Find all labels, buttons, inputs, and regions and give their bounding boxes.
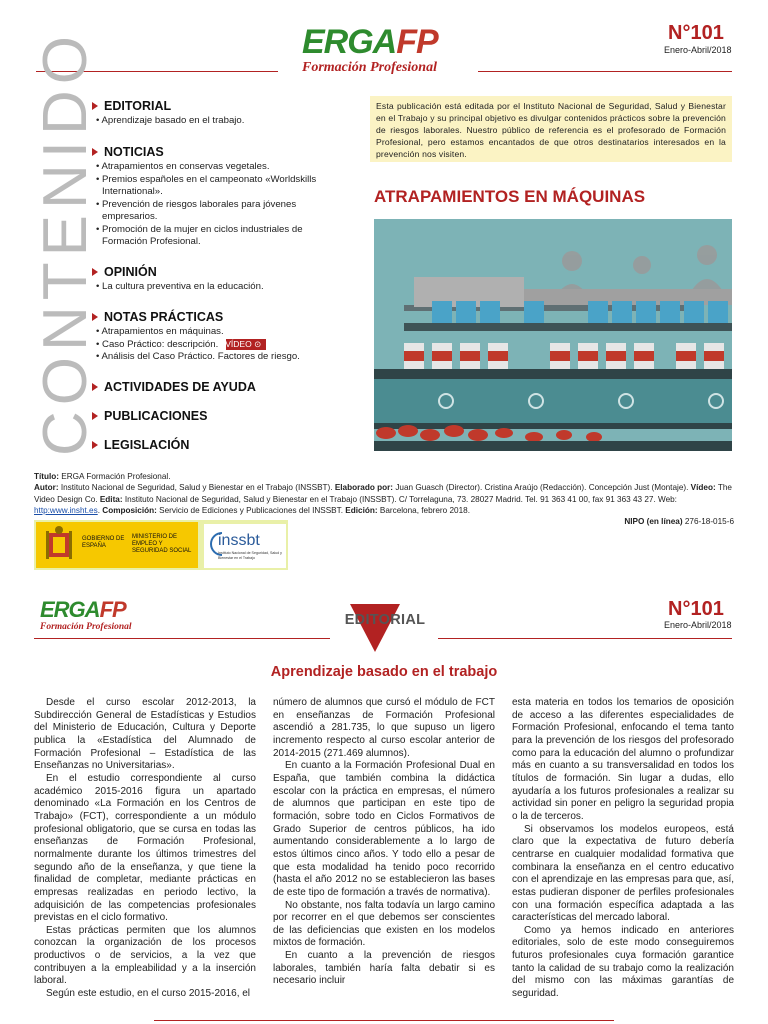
conveyor-top (404, 323, 732, 331)
header-rule-right (478, 71, 732, 72)
paragraph: Si observamos los modelos europeos, está claro que la expectativa de futuro debería centrarse en cualquier modalidad formativa que combinara la enseñanza en el centro educativo con el aprendizaje en las empresas para que, así, estas pudieran disponer de perfiles profesionales con una formación específica adaptada a las características del mercado laboral. (512, 823, 734, 924)
section-title: NOTAS PRÁCTICAS (104, 310, 224, 324)
page2-issue-number: N°101 (668, 598, 724, 620)
section-label-editorial: EDITORIAL (344, 612, 426, 628)
section-notas-practicas[interactable] (92, 310, 342, 364)
editorial-column-1 (34, 697, 256, 1001)
section-title: NOTICIAS (104, 145, 164, 159)
ministerio-text: MINISTERIO DE EMPLEO Y SEGURIDAD SOCIAL (132, 534, 192, 554)
intro-box: Esta publicación está editada por el Instituto Nacional de Seguridad, Salud y Bienestar en el Trabajo y su principal objetivo es divulgar contenidos prácticos sobre la prevención de riesgos laborales. Nuestro público de referencia es el profesorado de Formación Profesional, pero estamos encantados de que otros destinatarios interesados en la prevención nos visiten. (370, 96, 732, 162)
list-item: • Caso Práctico: descripción. VÍDEO ⊙ (92, 339, 342, 352)
paragraph: esta materia en todos los temarios de oposición de acceso a las diferentes especialidades de Formación Profesional, enfocando el tema tanto para la prevención de los riesgos del profesorado como para la educación del alumno o profundizar más en cuanto a su transversalidad en todos los títulos de formación. Sin lugar a dudas, ello ayudaría a los futuros profesionales a realizar su actividad sin poner en peligro la seguridad propia o la de terceros. (512, 697, 734, 822)
list-item: • Aprendizaje basado en el trabajo. (96, 115, 245, 126)
issue-number: N°101 (668, 22, 724, 44)
inssbt-subtext: Instituto Nacional de Seguridad, Salud y Bienestar en el Trabajo (218, 551, 282, 560)
section-publicaciones[interactable] (92, 409, 207, 423)
triangle-bullet-icon (92, 102, 98, 110)
credits-block: Título: ERGA Formación Profesional. Autor: Instituto Nacional de Seguridad, Salud y Bienestar en el Trabajo (INSSBT). Elaborado por: Juan Guasch (Director). Cristina Araújo (Redacción). Concepción Just (Montaje). Vídeo: The Video Design Co. Edita: Instituto Nacional de Seguridad, Salud y Bienestar en el Trabajo (INSSBT). C/ Torrelaguna, 73. 28027 Madrid. Tel. 91 363 41 00, fax 91 363 43 27. Web: http:www.insht.es. Composición: Servicio de Ediciones y Publicaciones del INSSBT. Edición: Barcelona, febrero 2018. NIPO (en línea) 276-18-015-6 (34, 472, 734, 527)
section-actividades[interactable] (92, 380, 256, 394)
issue-date: Enero-Abril/2018 (664, 45, 732, 55)
paragraph: En cuanto a la prevención de riesgos laborales, también haría falta debatir si es necesario incluir (273, 950, 495, 987)
page2-logo: ERGAFP Formación Profesional (40, 597, 132, 632)
list-item: • La cultura preventiva en la educación. (96, 281, 264, 292)
list-item: • Premios españoles en el campeonato «Worldskills International». (96, 173, 317, 197)
inssbt-text: inssbt (218, 532, 260, 549)
editorial-column-3 (512, 697, 734, 1001)
logo-fp-text: FP (396, 23, 438, 61)
page2-rule-left (34, 638, 330, 639)
section-title: EDITORIAL (104, 99, 172, 113)
video-link-button[interactable]: VÍDEO ⊙ (226, 339, 266, 350)
feature-title[interactable]: ATRAPAMIENTOS EN MÁQUINAS (374, 187, 646, 206)
paragraph: número de alumnos que cursó el módulo de FCT en enseñanzas de Formación Profesional ascendió a 281.735, lo que supuso un ligero incremento respecto al curso escolar anterior de 2014-2015 (271.469 alumnos). (273, 697, 495, 759)
contenido-vertical-title: CONTENIDO (31, 30, 100, 456)
paragraph: No obstante, nos falta todavía un largo camino por recorrer en el que debemos ser conscientes de las deficiencias que existen en los modelos mixtos de formación. (273, 899, 495, 949)
gobierno-text: GOBIERNO DE ESPAÑA (82, 536, 125, 549)
paragraph: Desde el curso escolar 2012-2013, la Subdirección General de Estadísticas y Estudios del Ministerio de Educación, Cultura y Deporte publica la «Estadística del Alumnado de Formación Profesional – Estadística de las Enseñanzas no Universitarias». (34, 697, 256, 772)
section-title: ACTIVIDADES DE AYUDA (104, 380, 256, 394)
page2-rule-right (438, 638, 732, 639)
section-editorial[interactable] (92, 99, 244, 128)
list-item: • Atrapamientos en conservas vegetales. (96, 161, 270, 172)
spain-coat-of-arms-icon (44, 525, 74, 565)
editorial-column-2 (273, 697, 495, 988)
triangle-bullet-icon (92, 313, 98, 321)
cans-row-2 (404, 343, 724, 369)
page2-issue-date: Enero-Abril/2018 (664, 620, 732, 630)
list-item: • Prevención de riesgos laborales para jóvenes empresarios. (96, 198, 297, 222)
paragraph: Estas prácticas permiten que los alumnos conozcan la organización de los procesos productivos o de servicios, a la vez que contribuyen a la empleabilidad y a la inserción laboral. (34, 924, 256, 987)
web-link[interactable]: http:www.insht.es (34, 505, 98, 515)
section-title: OPINIÓN (104, 265, 157, 279)
gobierno-logo (36, 522, 198, 568)
footer-rule (154, 1020, 614, 1021)
section-opinion[interactable] (92, 265, 264, 294)
editorial-title: Aprendizaje basado en el trabajo (270, 664, 498, 680)
triangle-bullet-icon (92, 268, 98, 276)
list-item: • Análisis del Caso Práctico. Factores de riesgo. (96, 351, 300, 362)
paragraph: Como ya hemos indicado en anteriores editoriales, solo de este modo conseguiremos futuros profesionales cuya formación garantice tanto la calidad de su trabajo como la realización del mismo con las máximas garantías de seguridad. (512, 924, 734, 1000)
section-title: LEGISLACIÓN (104, 438, 190, 452)
triangle-bullet-icon (92, 148, 98, 156)
feature-illustration[interactable] (374, 219, 732, 451)
triangle-bullet-icon (92, 383, 98, 391)
section-title: PUBLICACIONES (104, 409, 208, 423)
conveyor-main (374, 369, 732, 379)
section-legislacion[interactable] (92, 438, 189, 452)
logo-erga-text: ERGA (302, 23, 397, 61)
paragraph: En el estudio correspondiente al curso académico 2015-2016 figura un apartado denominado «La Formación en los Centros de Trabajo» (FCT), correspondiente a un módulo profesional obligatorio, que se cursa en todas las enseñanzas de Formación Profesional, normalmente durante los últimos trimestres del segundo año de la enseñanza, y que tiene la finalidad de completar, mediante prácticas en empresas realizadas en periodo lectivo, la adquisición de las competencias profesionales previstas en el ciclo formativo. (34, 772, 256, 924)
section-noticias[interactable] (92, 145, 332, 249)
logo-subtitle: Formación Profesional (302, 60, 437, 75)
list-item: • Promoción de la mujer en ciclos industriales de Formación Profesional. (96, 223, 303, 247)
list-item: • Atrapamientos en máquinas. (96, 326, 224, 337)
paragraph: Según este estudio, en el curso 2015-2016, el (46, 988, 251, 1000)
triangle-bullet-icon (92, 412, 98, 420)
triangle-bullet-icon (92, 441, 98, 449)
machine-body (374, 379, 732, 423)
header-logo (300, 22, 480, 82)
inssbt-logo (204, 524, 286, 568)
paragraph: En cuanto a la Formación Profesional Dual en España, que también combina la didáctica escolar con la práctica en empresas, el número de alumnos que participan en este tipo de formación, sobre todo en Ciclos Formativos de Grado Superior de centros públicos, ha ido aumentando considerablemente a lo largo de estos últimos cinco años. Y todo ello a pesar de que esta modalidad ha tenido poco recorrido (hasta el año 2012 no se establecieron las bases de este tipo de formación a través de normativa). (273, 760, 495, 898)
